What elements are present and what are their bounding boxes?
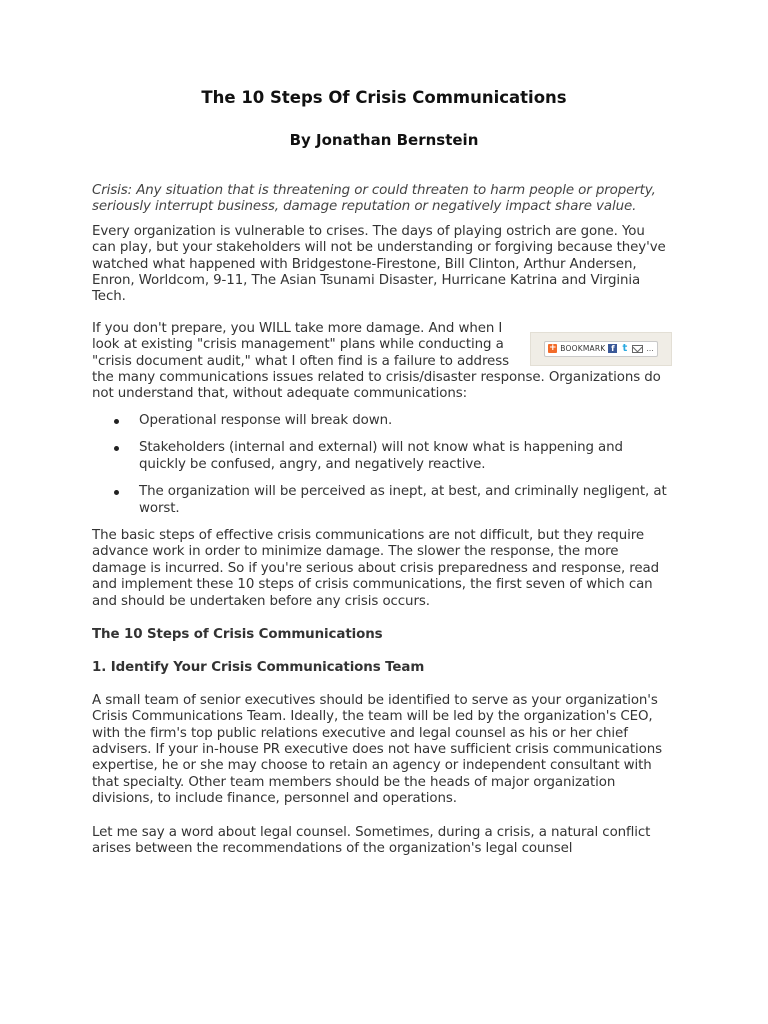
definition-text: Any situation that is threatening or could threaten to harm people or property, seriously interrupt business, damage reputation or negatively impact share value. xyxy=(92,183,656,215)
paragraph-prepare-text: If you don't prepare, you WILL take more damage. And when I look at existing "crisis management" plans while conducting a "crisis document audit," what I often find is a failure to address the many communications issues related to crisis/disaster response. Organizations do not understand that, without adequate communications: xyxy=(92,320,661,402)
bullet-icon xyxy=(114,446,119,451)
plus-icon: + xyxy=(549,343,557,354)
list-item: The organization will be perceived as inept, at best, and criminally negligent, at worst. xyxy=(92,484,672,517)
section-heading: The 10 Steps of Crisis Communications xyxy=(92,626,383,642)
paragraph-legal: Let me say a word about legal counsel. Sometimes, during a crisis, a natural conflict arises between the recommendations of the organization's legal counsel xyxy=(92,824,651,856)
facebook-icon[interactable]: f xyxy=(608,344,617,353)
paragraph-prepare xyxy=(92,321,672,403)
article-body xyxy=(92,183,672,857)
more-icon[interactable]: ... xyxy=(646,343,654,353)
list-item: Stakeholders (internal and external) will not know what is happening and quickly be confused, angry, and negatively reactive. xyxy=(92,440,672,473)
consequence-list xyxy=(92,413,672,517)
bullet-icon xyxy=(114,419,119,424)
paragraph-team: A small team of senior executives should be identified to serve as your organization's Crisis Communications Team. Ideally, the team will be led by the organization's CEO, with the firm's top public relations executive and legal counsel as his or her chief advisers. If your in-house PR executive does not have sufficient crisis communications expertise, he or she may choose to retain an agency or independent consultant with that specialty. Other team members should be the heads of major organization divisions, to include finance, personnel and operations. xyxy=(92,692,662,807)
crisis-definition xyxy=(92,183,672,216)
bookmark-label: BOOKMARK xyxy=(560,343,606,353)
bullet-icon xyxy=(114,490,119,495)
definition-term: Crisis: xyxy=(92,183,133,198)
page-title: The 10 Steps Of Crisis Communications xyxy=(201,88,567,107)
step-heading: 1. Identify Your Crisis Communications Team xyxy=(92,660,425,676)
bookmark-widget[interactable] xyxy=(530,332,672,366)
byline: By Jonathan Bernstein xyxy=(289,131,479,149)
bookmark-button[interactable] xyxy=(544,341,657,357)
twitter-icon[interactable]: t xyxy=(622,343,628,355)
mail-icon[interactable] xyxy=(632,345,643,353)
list-item: Operational response will break down. xyxy=(92,413,672,429)
paragraph-vulnerable: Every organization is vulnerable to crises. The days of playing ostrich are gone. You can play, but your stakeholders will not be understanding or forgiving because they've watched what happened with Bridgestone-Firestone, Bill Clinton, Arthur Andersen, Enron, Worldcom, 9-11, The Asian Tsunami Disaster, Hurricane Katrina and Virginia Tech. xyxy=(92,223,666,305)
paragraph-basic-steps: The basic steps of effective crisis communications are not difficult, but they require advance work in order to minimize damage. The slower the response, the more damage is incurred. So if you're serious about crisis preparedness and response, read and implement these 10 steps of crisis communications, the first seven of which can and should be undertaken before any crisis occurs. xyxy=(92,527,660,609)
